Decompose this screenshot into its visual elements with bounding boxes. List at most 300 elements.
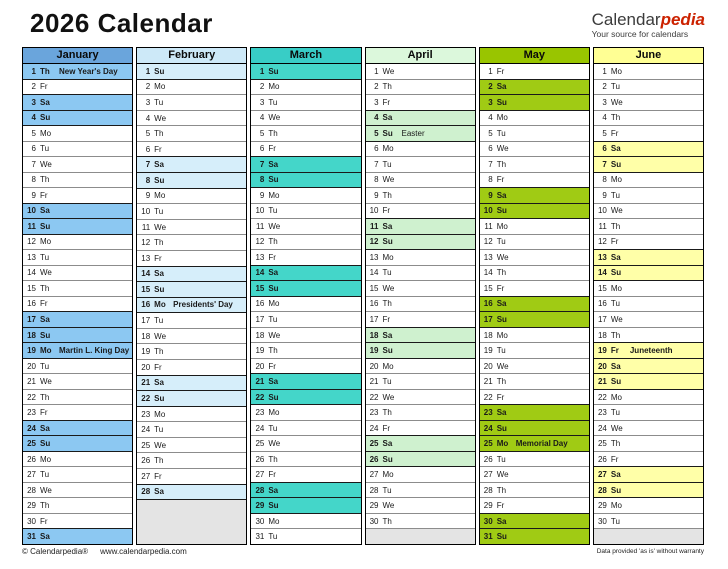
day-number: 5 [31,128,36,138]
day-weekday: Sa [382,113,393,123]
day-number: 19 [27,346,36,356]
day-row [251,141,360,157]
day-weekday: We [496,361,509,371]
day-row [251,110,360,126]
day-row [594,218,703,234]
holiday-label: Presidents' Day [173,300,233,310]
day-number: 9 [374,190,379,200]
day-row [23,327,132,343]
day-number: 13 [255,252,265,262]
day-number: 2 [374,82,379,92]
day-number: 4 [259,113,265,123]
day-row [251,404,360,420]
day-row [137,468,246,484]
day-number: 18 [597,330,607,340]
day-number: 21 [483,377,493,387]
day-number: 15 [597,283,607,293]
day-weekday: Su [268,392,279,402]
day-weekday: We [610,315,623,324]
day-weekday: We [40,377,52,387]
day-weekday: Mo [40,128,52,138]
day-row [251,203,360,219]
day-number: 3 [259,97,265,107]
day-weekday: We [40,485,52,495]
day-weekday: Fr [382,315,391,324]
day-row [251,451,360,467]
day-row [137,359,246,375]
day-row [594,79,703,95]
day-row [366,435,475,451]
day-weekday: Th [154,238,164,248]
day-weekday: Fr [610,128,619,138]
day-number: 3 [145,97,151,107]
day-row [480,451,589,467]
day-number: 4 [374,113,379,123]
day-row [251,466,360,482]
day-weekday: We [40,268,52,278]
day-row [23,466,132,482]
day-number: 9 [145,191,151,201]
day-row [594,64,703,79]
day-weekday: Tu [268,315,278,324]
day-number: 13 [141,253,151,263]
day-number: 22 [483,392,493,402]
day-weekday: Th [496,485,507,495]
day-row [251,265,360,281]
day-weekday: We [610,97,623,107]
day-number: 8 [259,175,265,185]
day-weekday: We [382,501,395,511]
day-row [23,389,132,405]
day-weekday: Su [40,221,51,231]
day-weekday: Th [268,128,278,138]
day-weekday: Tu [40,470,50,480]
day-row [366,420,475,436]
day-weekday: Th [610,221,621,231]
day-row [480,311,589,327]
day-number: 2 [145,82,151,92]
day-number: 13 [369,252,379,262]
day-number: 4 [488,113,493,123]
day-number: 29 [255,501,265,511]
day-number: 29 [597,501,607,511]
day-weekday: Th [496,159,507,169]
day-weekday: Su [40,330,51,340]
day-row [594,497,703,513]
day-number: 17 [255,315,265,324]
day-row [594,513,703,529]
day-weekday: Fr [496,501,505,511]
holiday-label: Martin L. King Day [59,346,130,356]
day-row [366,203,475,219]
day-number: 30 [597,516,607,526]
day-row [137,312,246,328]
day-weekday: Th [382,408,392,418]
day-row [480,156,589,172]
logo-wordmark [592,11,705,28]
day-number: 27 [483,470,493,480]
day-number: 6 [488,144,493,154]
day-weekday: Su [610,485,622,495]
day-row [594,156,703,172]
day-weekday: Fr [610,346,619,356]
day-number: 14 [369,268,379,278]
day-row [366,172,475,188]
day-number: 17 [141,316,151,326]
day-number: 5 [374,128,379,138]
day-row [594,389,703,405]
day-weekday: Tu [268,423,278,433]
day-number: 23 [141,409,151,419]
day-number: 1 [31,66,36,76]
day-weekday: Tu [382,159,392,169]
day-number: 18 [255,330,265,340]
day-number: 27 [369,470,379,480]
day-row [137,188,246,204]
day-weekday: Fr [154,253,162,263]
day-row [23,482,132,498]
day-weekday: Tu [268,97,278,107]
day-number: 5 [602,128,607,138]
day-row [366,265,475,281]
day-weekday: Tu [154,316,164,326]
day-weekday: Sa [610,144,621,154]
day-number: 19 [141,347,151,357]
day-weekday: Fr [154,144,162,154]
day-row [594,466,703,482]
day-row [480,203,589,219]
day-number: 27 [255,470,265,480]
day-row [137,219,246,235]
day-weekday: Su [40,113,51,123]
day-row [251,435,360,451]
day-number: 15 [255,283,265,293]
day-row [366,141,475,157]
day-number: 7 [145,160,151,170]
empty-cell [594,528,703,544]
day-number: 4 [145,113,151,123]
day-weekday: We [268,221,281,231]
day-weekday: Fr [496,66,505,76]
day-number: 27 [597,470,607,480]
day-weekday: Th [382,190,392,200]
day-number: 21 [597,377,607,387]
day-row [251,94,360,110]
day-row [594,296,703,312]
day-row [137,141,246,157]
day-row [23,373,132,389]
day-weekday: Mo [268,299,280,309]
day-number: 28 [369,485,379,495]
day-number: 20 [369,361,379,371]
holiday-label: Easter [401,128,425,138]
page-title: 2026 Calendar [30,8,213,38]
day-number: 2 [259,82,265,92]
day-number: 23 [483,408,493,418]
day-number: 12 [369,237,379,247]
logo-pedia: pedia [660,10,705,29]
day-weekday: Sa [40,315,50,324]
day-weekday: Tu [382,377,392,387]
day-row [251,234,360,250]
day-row [480,528,589,544]
day-row [137,110,246,126]
day-weekday: We [382,283,395,293]
day-number: 20 [483,361,493,371]
day-number: 16 [597,299,607,309]
day-weekday: Sa [154,269,164,279]
day-number: 21 [369,377,379,387]
day-weekday: Sa [610,252,621,262]
day-row [594,203,703,219]
day-weekday: Sa [610,361,621,371]
day-number: 31 [255,532,265,542]
day-row [23,156,132,172]
day-row [594,141,703,157]
month-column-june [593,47,704,545]
day-weekday: Su [268,501,279,511]
day-number: 13 [27,252,36,262]
day-row [366,451,475,467]
day-weekday: Mo [268,82,280,92]
day-number: 20 [597,361,607,371]
day-row [23,249,132,265]
copyright-text: © Calendarpedia® [22,547,89,556]
day-weekday: Su [496,315,507,324]
day-row [137,484,246,500]
day-weekday: Sa [154,160,164,170]
day-weekday: Sa [40,97,50,107]
month-header: February [137,48,246,64]
day-number: 16 [255,299,265,309]
day-weekday: Mo [496,439,509,449]
day-number: 16 [483,299,493,309]
day-row [366,497,475,513]
day-weekday: Sa [154,378,164,388]
day-row [137,156,246,172]
day-number: 24 [255,423,265,433]
day-row [137,172,246,188]
day-weekday: Su [154,66,165,76]
day-row [23,110,132,126]
day-number: 14 [27,268,36,278]
day-weekday: Sa [496,408,507,418]
day-number: 10 [27,206,36,216]
day-row [23,141,132,157]
day-weekday: Tu [610,299,620,309]
day-number: 12 [255,237,265,247]
calendarpedia-logo[interactable] [592,11,705,39]
day-number: 23 [597,408,607,418]
footer-copyright [22,547,187,556]
day-number: 15 [27,283,36,293]
day-weekday: Fr [496,392,505,402]
day-number: 29 [27,501,36,511]
day-row [480,420,589,436]
day-row [137,328,246,344]
day-row [137,250,246,266]
day-weekday: We [268,330,281,340]
day-number: 19 [255,346,265,356]
day-weekday: Th [382,299,392,309]
calendar-grid [22,47,704,545]
day-weekday: Fr [496,175,505,185]
day-weekday: Mo [268,408,280,418]
day-row [251,497,360,513]
day-number: 26 [483,454,493,464]
day-weekday: Th [268,237,278,247]
day-weekday: Mo [40,454,52,464]
day-row [594,172,703,188]
day-weekday: Su [610,159,622,169]
day-number: 25 [369,439,379,449]
day-weekday: Sa [496,299,507,309]
day-number: 26 [141,456,151,466]
logo-tagline: Your source for calendars [591,29,689,39]
day-weekday: Sa [496,190,507,200]
day-row [594,110,703,126]
day-row [480,389,589,405]
day-weekday: Th [268,454,278,464]
day-row [594,451,703,467]
day-row [251,311,360,327]
day-row [23,172,132,188]
day-weekday: Su [496,532,507,542]
day-number: 9 [31,190,36,200]
day-row [23,125,132,141]
day-weekday: Tu [154,206,164,216]
day-weekday: Tu [40,252,50,262]
day-number: 28 [141,487,151,497]
day-row [480,482,589,498]
day-weekday: Fr [268,252,276,262]
day-row [251,296,360,312]
day-row [594,327,703,343]
day-row [23,451,132,467]
day-number: 11 [370,221,379,231]
day-row [594,94,703,110]
day-weekday: Fr [610,454,619,464]
day-row [480,404,589,420]
day-number: 17 [597,315,607,324]
day-number: 16 [141,300,151,310]
day-weekday: Tu [496,128,506,138]
day-weekday: Tu [610,408,620,418]
day-number: 7 [31,159,36,169]
day-weekday: Su [610,268,622,278]
day-row [480,125,589,141]
day-weekday: Fr [496,283,505,293]
day-weekday: Sa [40,532,50,542]
day-weekday: We [610,206,623,216]
day-row [137,234,246,250]
day-row [366,249,475,265]
day-row [23,296,132,312]
day-row [480,187,589,203]
day-weekday: Fr [382,423,391,433]
day-weekday: Th [610,439,621,449]
day-row [251,156,360,172]
day-weekday: Tu [40,144,50,154]
day-row [23,358,132,374]
day-number: 24 [141,425,151,435]
day-weekday: Sa [268,485,279,495]
day-row [251,373,360,389]
day-row [594,420,703,436]
day-row [137,421,246,437]
day-number: 11 [598,221,607,231]
day-number: 3 [488,97,493,107]
day-weekday: Th [610,113,621,123]
day-row [251,513,360,529]
day-weekday: Su [268,175,279,185]
day-row [23,404,132,420]
day-weekday: We [496,470,509,480]
day-row [23,280,132,296]
day-row [480,358,589,374]
day-row [480,327,589,343]
day-row [366,389,475,405]
day-weekday: We [154,440,167,450]
day-row [137,390,246,406]
day-row [366,64,475,79]
day-weekday: Mo [496,221,508,231]
day-weekday: Su [382,128,393,138]
day-row [594,125,703,141]
footer-url[interactable]: www.calendarpedia.com [100,547,187,556]
day-row [251,249,360,265]
day-number: 27 [141,471,151,481]
day-number: 5 [488,128,493,138]
day-row [480,234,589,250]
day-number: 6 [31,144,36,154]
day-number: 21 [255,377,265,387]
day-row [366,342,475,358]
day-row [366,110,475,126]
day-number: 19 [597,346,607,356]
day-weekday: Sa [382,439,393,449]
day-weekday: Sa [268,159,279,169]
day-number: 12 [141,238,151,248]
day-row [366,296,475,312]
month-header: April [366,48,475,64]
day-number: 25 [27,439,36,449]
day-weekday: Th [40,501,50,511]
day-weekday: Mo [382,144,394,154]
day-number: 30 [483,516,493,526]
day-row [23,420,132,436]
logo-calendar-text: Calendar [591,10,661,29]
day-number: 28 [255,485,265,495]
day-row [251,218,360,234]
day-row [594,280,703,296]
day-number: 7 [602,159,607,169]
day-weekday: We [154,113,167,123]
day-weekday: We [154,331,167,341]
day-number: 4 [31,113,36,123]
day-weekday: Mo [154,191,166,201]
day-number: 29 [369,501,379,511]
day-row [23,187,132,203]
day-row [366,482,475,498]
day-weekday: Fr [40,82,48,92]
day-row [480,218,589,234]
day-number: 11 [484,221,493,231]
day-number: 18 [27,330,36,340]
day-row [137,94,246,110]
day-row [366,311,475,327]
day-weekday: Th [382,82,392,92]
